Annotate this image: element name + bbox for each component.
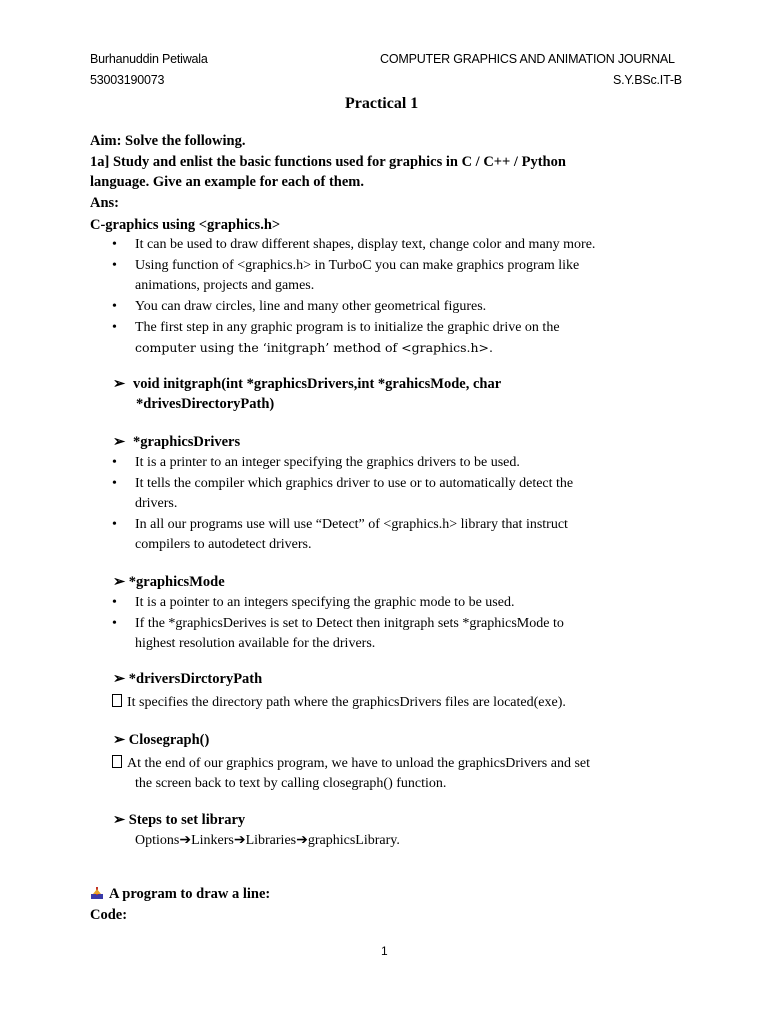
arrowhead-bullet-icon: ➢ (113, 812, 126, 828)
graphics-drivers-heading: ➢ *graphicsDrivers (113, 434, 241, 450)
steps-path: Options➔Linkers➔Libraries➔graphicsLibrary. (135, 833, 400, 848)
graphics-drivers-list (112, 453, 672, 556)
list-item: • Using function of <graphics.h> in TurboC you can make graphics program like animations, projects and games. (112, 258, 580, 293)
list-item: • In all our programs use will use “Detect” of <graphics.h> library that instruct compilers to autodetect drivers. (112, 517, 568, 552)
arrowhead-bullet-icon: ➢ (113, 574, 126, 590)
aim-line: Aim: Solve the following. (90, 133, 246, 149)
right-arrow-icon: ➔ (179, 833, 192, 848)
intro-bullet-list (112, 235, 672, 360)
question-line-1: 1a] Study and enlist the basic functions used for graphics in C / C++ / Python (90, 154, 566, 170)
initgraph-signature: ➢ void initgraph(int *graphicsDrivers,int *grahicsMode, char *drivesDirectoryPath) (113, 376, 502, 412)
list-item: • It is a printer to an integer specifying the graphics drivers to be used. (112, 455, 520, 470)
code-label: Code: (90, 907, 128, 923)
list-item: • It tells the compiler which graphics driver to use or to automatically detect the drivers. (112, 476, 574, 511)
graphics-mode-heading: ➢ *graphicsMode (113, 574, 225, 590)
answer-label: Ans: (90, 195, 120, 211)
list-item: • The first step in any graphic program is to initialize the graphic drive on the computer using the ‘initgraph’ method of <graphics.h>. (112, 320, 560, 355)
closegraph-heading: ➢ Closegraph() (113, 732, 210, 748)
list-item: • It is a pointer to an integers specifying the graphic mode to be used. (112, 595, 515, 610)
journal-title: COMPUTER GRAPHICS AND ANIMATION JOURNAL (380, 52, 675, 66)
c-graphics-heading: C-graphics using <graphics.h> (90, 217, 281, 233)
right-arrow-icon: ➔ (233, 833, 246, 848)
page-title: Practical 1 (345, 95, 419, 112)
arrowhead-bullet-icon: ➢ (113, 376, 126, 392)
roll-number: 53003190073 (90, 73, 165, 87)
right-arrow-icon: ➔ (296, 833, 308, 848)
question-line-2: language. Give an example for each of them. (90, 174, 364, 190)
missing-glyph-box-icon (112, 694, 122, 707)
arrowhead-bullet-icon: ➢ (113, 732, 126, 748)
program-bullet-icon (90, 886, 104, 900)
list-item: • If the *graphicsDerives is set to Detect then initgraph sets *graphicsMode to highest resolution available for the drivers. (112, 616, 564, 651)
arrowhead-bullet-icon: ➢ (113, 434, 126, 450)
program-heading: A program to draw a line: (90, 884, 270, 904)
directory-path-heading: ➢ *driversDirctoryPath (113, 671, 263, 687)
list-item: • It can be used to draw different shapes, display text, change color and many more. (112, 237, 596, 252)
steps-heading: ➢ Steps to set library (113, 812, 246, 828)
list-item: • You can draw circles, line and many other geometrical figures. (112, 299, 487, 314)
page-number: 1 (381, 944, 388, 958)
missing-glyph-box-icon (112, 755, 122, 768)
arrowhead-bullet-icon: ➢ (113, 671, 126, 687)
directory-path-text: It specifies the directory path where the graphicsDrivers files are located(exe). (112, 693, 566, 713)
author-name: Burhanuddin Petiwala (90, 52, 208, 66)
closegraph-text: At the end of our graphics program, we have to unload the graphicsDrivers and set the screen back to text by calling closegraph() function. (112, 754, 712, 794)
class-label: S.Y.BSc.IT-B (613, 73, 682, 87)
graphics-mode-list (112, 593, 672, 655)
